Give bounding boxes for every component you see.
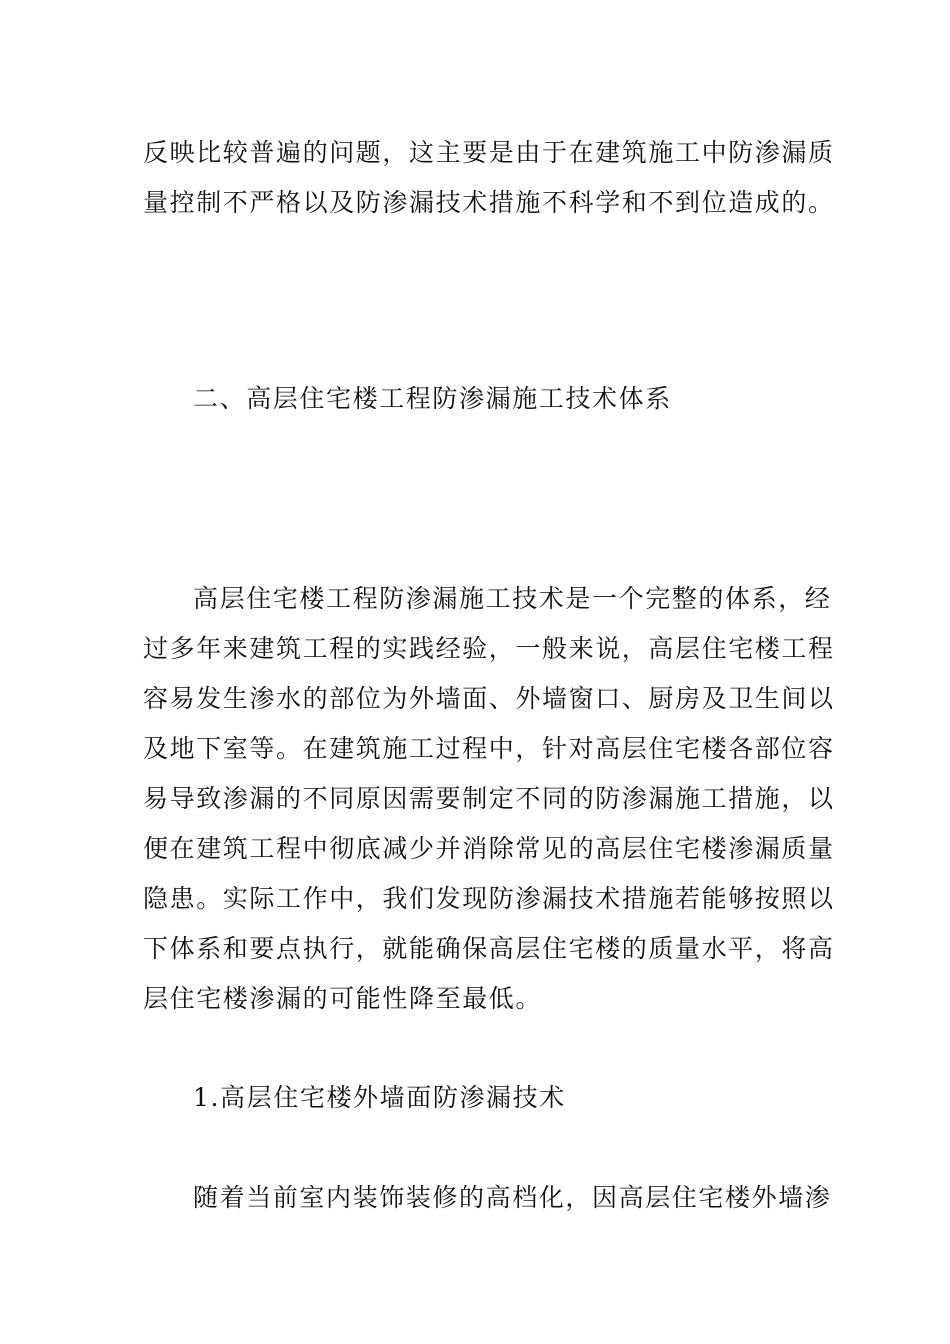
text-line: 便在建筑工程中彻底减少并消除常见的高层住宅楼渗漏质量 — [143, 834, 835, 863]
text-line: 下体系和要点执行，就能确保高层住宅楼的质量水平，将高 — [143, 934, 835, 963]
subsection-heading-1 — [143, 1073, 815, 1123]
paragraph-technical-system — [143, 574, 835, 1024]
paragraph-intro-tail — [143, 128, 835, 228]
text-line: 高层住宅楼工程防渗漏施工技术是一个完整的体系，经 — [193, 584, 832, 613]
text-line: 层住宅楼渗漏的可能性降至最低。 — [143, 984, 543, 1013]
text-line: 反映比较普遍的问题，这主要是由于在建筑施工中防渗漏质 — [143, 138, 835, 167]
text-line: 量控制不严格以及防渗漏技术措施不科学和不到位造成的。 — [143, 188, 835, 217]
text-line: 容易发生渗水的部位为外墙面、外墙窗口、厨房及卫生间以 — [143, 684, 835, 713]
text-line: 随着当前室内装饰装修的高档化，因高层住宅楼外墙渗 — [193, 1183, 832, 1212]
section-heading-text: 二、高层住宅楼工程防渗漏施工技术体系 — [193, 384, 672, 413]
text-line: 易导致渗漏的不同原因需要制定不同的防渗漏施工措施，以 — [143, 784, 835, 813]
text-line: 过多年来建筑工程的实践经验，一般来说，高层住宅楼工程 — [143, 634, 835, 663]
section-heading — [143, 374, 815, 424]
subsection-heading-text: 1.高层住宅楼外墙面防渗漏技术 — [193, 1083, 566, 1112]
paragraph-exterior-wall — [143, 1173, 832, 1223]
text-line: 及地下室等。在建筑施工过程中，针对高层住宅楼各部位容 — [143, 734, 835, 763]
text-line: 隐患。实际工作中，我们发现防渗漏技术措施若能够按照以 — [143, 884, 835, 913]
